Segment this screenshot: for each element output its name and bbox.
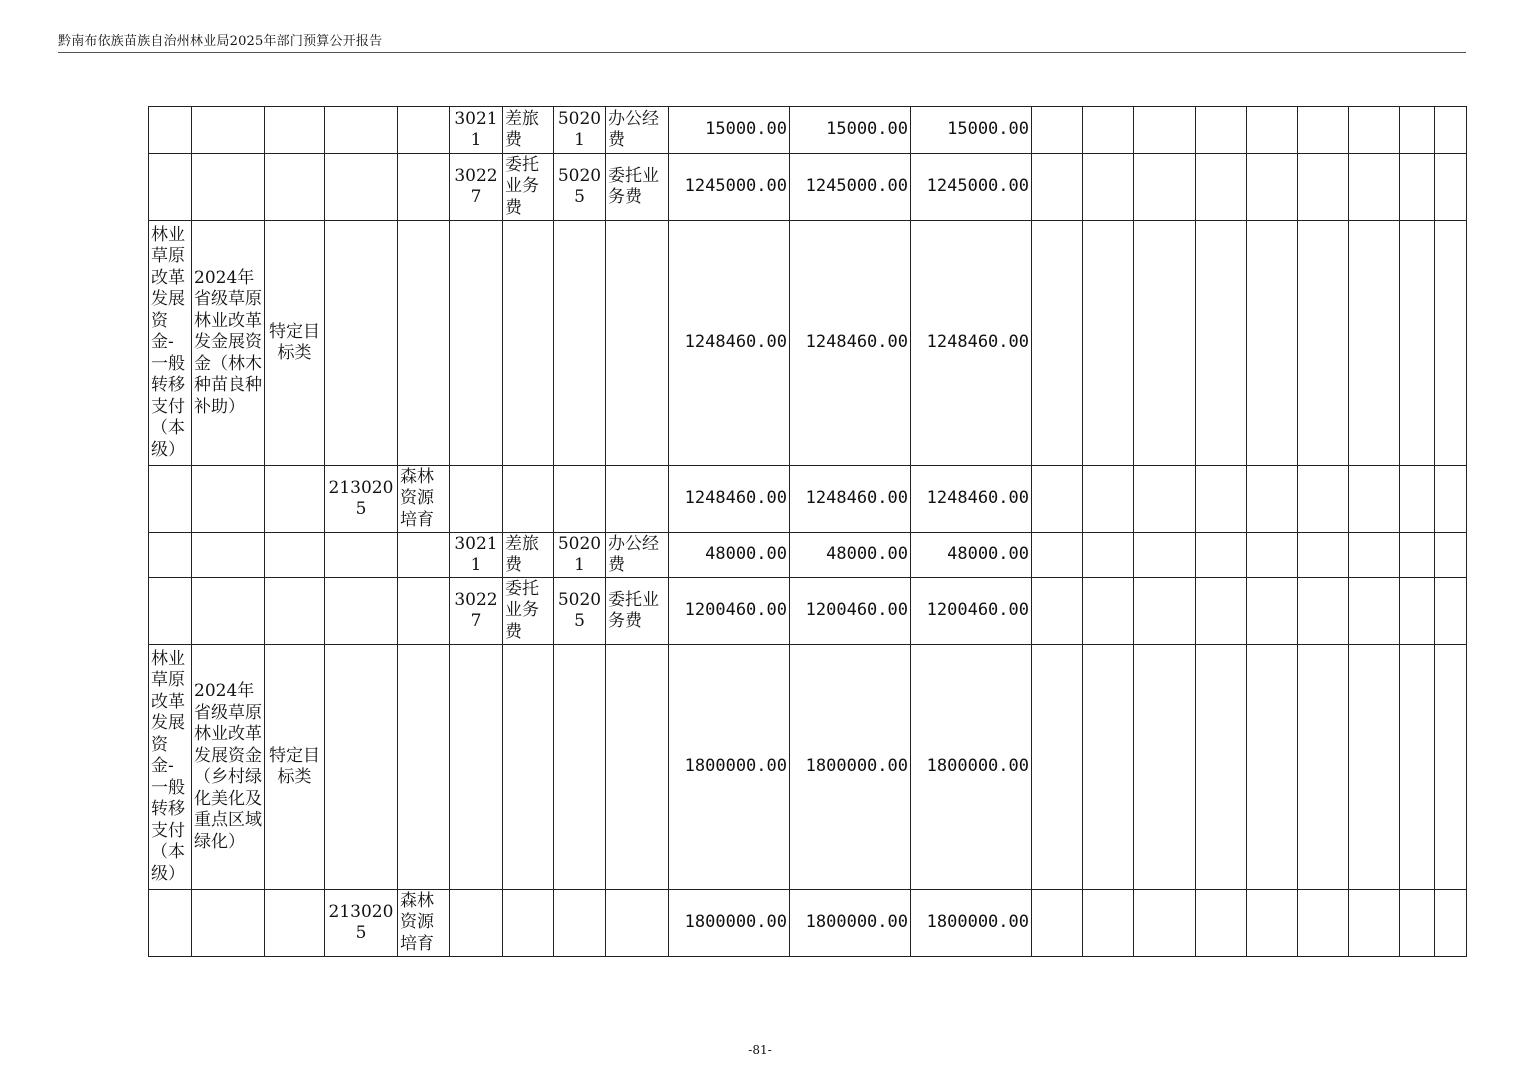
table-row (149, 221, 1467, 466)
cell-empty (1083, 154, 1134, 221)
cell-empty (1247, 466, 1298, 533)
cell-empty (1083, 890, 1134, 957)
cell-empty (1349, 533, 1400, 578)
cell-empty (1247, 890, 1298, 957)
cell-econ-code (450, 890, 503, 957)
cell-empty (1400, 466, 1435, 533)
table-row (149, 107, 1467, 154)
cell-func-code: 2130205 (325, 890, 398, 957)
cell-empty (1134, 533, 1196, 578)
cell-gov-code: 50205 (554, 578, 606, 645)
cell-empty (1032, 890, 1083, 957)
cell-econ-name: 委托业务费 (503, 154, 554, 221)
cell-func-code (325, 645, 398, 890)
cell-amount: 1245000.00 (911, 154, 1032, 221)
cell-item: 2024年省级草原林业改革发金展资金（林木种苗良种补助） (192, 221, 265, 466)
cell-empty (1196, 533, 1247, 578)
cell-project (149, 890, 192, 957)
cell-econ-code: 30211 (450, 533, 503, 578)
cell-gov-name: 办公经费 (606, 107, 669, 154)
cell-empty (1247, 645, 1298, 890)
cell-func-code (325, 154, 398, 221)
cell-empty (1298, 154, 1349, 221)
cell-gov-code: 50205 (554, 154, 606, 221)
cell-gov-code: 50201 (554, 533, 606, 578)
page-number: -81- (748, 1043, 772, 1057)
cell-empty (1196, 578, 1247, 645)
cell-empty (1400, 578, 1435, 645)
cell-empty (1196, 645, 1247, 890)
cell-total: 1245000.00 (669, 154, 790, 221)
cell-empty (1349, 107, 1400, 154)
cell-econ-name: 差旅费 (503, 107, 554, 154)
cell-gov-name (606, 645, 669, 890)
cell-empty (1298, 645, 1349, 890)
cell-empty (1134, 221, 1196, 466)
cell-empty (1247, 578, 1298, 645)
cell-empty (1349, 645, 1400, 890)
cell-func-name (398, 154, 450, 221)
cell-subtotal: 1200460.00 (790, 578, 911, 645)
cell-category (265, 578, 325, 645)
cell-amount: 1248460.00 (911, 221, 1032, 466)
cell-empty (1247, 221, 1298, 466)
cell-category (265, 466, 325, 533)
cell-project (149, 533, 192, 578)
cell-gov-name: 委托业务费 (606, 154, 669, 221)
cell-total: 1200460.00 (669, 578, 790, 645)
cell-empty (1298, 221, 1349, 466)
cell-empty (1400, 890, 1435, 957)
cell-empty (1435, 221, 1467, 466)
cell-category: 特定目标类 (265, 221, 325, 466)
cell-subtotal: 1800000.00 (790, 645, 911, 890)
cell-gov-name (606, 466, 669, 533)
cell-func-code (325, 533, 398, 578)
table-row (149, 154, 1467, 221)
cell-empty (1400, 221, 1435, 466)
cell-subtotal: 1248460.00 (790, 466, 911, 533)
cell-econ-code: 30211 (450, 107, 503, 154)
cell-empty (1196, 466, 1247, 533)
cell-empty (1435, 466, 1467, 533)
cell-econ-code (450, 645, 503, 890)
cell-empty (1083, 645, 1134, 890)
cell-empty (1435, 578, 1467, 645)
cell-empty (1032, 578, 1083, 645)
cell-econ-name (503, 890, 554, 957)
cell-func-name (398, 221, 450, 466)
cell-func-name (398, 645, 450, 890)
cell-empty (1349, 221, 1400, 466)
cell-empty (1032, 154, 1083, 221)
cell-amount: 1248460.00 (911, 466, 1032, 533)
cell-total: 1248460.00 (669, 221, 790, 466)
cell-empty (1435, 890, 1467, 957)
cell-empty (1247, 107, 1298, 154)
cell-empty (1435, 107, 1467, 154)
cell-gov-name: 委托业务费 (606, 578, 669, 645)
cell-func-name (398, 578, 450, 645)
cell-item (192, 578, 265, 645)
cell-empty (1349, 578, 1400, 645)
cell-gov-code (554, 221, 606, 466)
cell-item: 2024年省级草原林业改革发展资金（乡村绿化美化及重点区域绿化） (192, 645, 265, 890)
cell-gov-code (554, 890, 606, 957)
cell-empty (1083, 466, 1134, 533)
cell-empty (1298, 890, 1349, 957)
cell-subtotal: 1800000.00 (790, 890, 911, 957)
cell-empty (1298, 466, 1349, 533)
cell-empty (1349, 890, 1400, 957)
report-header-title: 黔南布依族苗族自治州林业局2025年部门预算公开报告 (58, 34, 383, 49)
cell-amount: 1800000.00 (911, 645, 1032, 890)
cell-empty (1247, 154, 1298, 221)
cell-total: 15000.00 (669, 107, 790, 154)
cell-project (149, 466, 192, 533)
cell-econ-name (503, 466, 554, 533)
cell-empty (1134, 466, 1196, 533)
cell-econ-name (503, 221, 554, 466)
cell-category (265, 533, 325, 578)
cell-econ-name: 委托业务费 (503, 578, 554, 645)
cell-empty (1400, 533, 1435, 578)
cell-empty (1032, 466, 1083, 533)
cell-func-code (325, 221, 398, 466)
cell-subtotal: 1248460.00 (790, 221, 911, 466)
cell-empty (1134, 645, 1196, 890)
header-divider (58, 52, 1466, 53)
cell-category (265, 107, 325, 154)
budget-table (148, 106, 1467, 957)
table-row (149, 645, 1467, 890)
cell-empty (1032, 107, 1083, 154)
cell-item (192, 890, 265, 957)
table-row (149, 890, 1467, 957)
cell-econ-code: 30227 (450, 578, 503, 645)
cell-empty (1400, 154, 1435, 221)
cell-empty (1196, 221, 1247, 466)
cell-func-name (398, 107, 450, 154)
cell-func-code (325, 107, 398, 154)
cell-empty (1134, 107, 1196, 154)
cell-empty (1400, 645, 1435, 890)
cell-gov-code (554, 466, 606, 533)
cell-gov-name (606, 890, 669, 957)
cell-empty (1298, 533, 1349, 578)
cell-gov-name (606, 221, 669, 466)
cell-empty (1298, 578, 1349, 645)
cell-func-code (325, 578, 398, 645)
cell-empty (1134, 578, 1196, 645)
cell-econ-name (503, 645, 554, 890)
cell-category (265, 890, 325, 957)
cell-project (149, 154, 192, 221)
cell-empty (1435, 154, 1467, 221)
cell-empty (1349, 154, 1400, 221)
cell-total: 48000.00 (669, 533, 790, 578)
table-row (149, 466, 1467, 533)
cell-empty (1083, 221, 1134, 466)
cell-empty (1134, 154, 1196, 221)
cell-empty (1196, 154, 1247, 221)
cell-item (192, 466, 265, 533)
cell-func-name: 森林资源培育 (398, 890, 450, 957)
cell-item (192, 533, 265, 578)
cell-total: 1800000.00 (669, 890, 790, 957)
cell-empty (1134, 890, 1196, 957)
cell-econ-code: 30227 (450, 154, 503, 221)
cell-amount: 1200460.00 (911, 578, 1032, 645)
cell-project (149, 107, 192, 154)
cell-empty (1083, 578, 1134, 645)
cell-empty (1032, 533, 1083, 578)
cell-empty (1083, 533, 1134, 578)
cell-empty (1435, 645, 1467, 890)
cell-subtotal: 48000.00 (790, 533, 911, 578)
cell-project: 林业草原改革发展资金-一般转移支付（本级） (149, 221, 192, 466)
cell-empty (1435, 533, 1467, 578)
cell-amount: 1800000.00 (911, 890, 1032, 957)
cell-empty (1196, 107, 1247, 154)
cell-func-code: 2130205 (325, 466, 398, 533)
cell-func-name: 森林资源培育 (398, 466, 450, 533)
cell-total: 1800000.00 (669, 645, 790, 890)
cell-empty (1083, 107, 1134, 154)
cell-gov-name: 办公经费 (606, 533, 669, 578)
cell-empty (1298, 107, 1349, 154)
cell-empty (1196, 890, 1247, 957)
table-row (149, 578, 1467, 645)
cell-category: 特定目标类 (265, 645, 325, 890)
cell-econ-code (450, 221, 503, 466)
cell-gov-code (554, 645, 606, 890)
cell-empty (1032, 221, 1083, 466)
cell-empty (1032, 645, 1083, 890)
cell-amount: 15000.00 (911, 107, 1032, 154)
cell-empty (1349, 466, 1400, 533)
cell-item (192, 107, 265, 154)
cell-func-name (398, 533, 450, 578)
cell-empty (1247, 533, 1298, 578)
cell-project (149, 578, 192, 645)
cell-gov-code: 50201 (554, 107, 606, 154)
cell-subtotal: 1245000.00 (790, 154, 911, 221)
cell-empty (1400, 107, 1435, 154)
table-row (149, 533, 1467, 578)
cell-category (265, 154, 325, 221)
cell-amount: 48000.00 (911, 533, 1032, 578)
cell-total: 1248460.00 (669, 466, 790, 533)
cell-item (192, 154, 265, 221)
cell-project: 林业草原改革发展资金-一般转移支付（本级） (149, 645, 192, 890)
cell-econ-code (450, 466, 503, 533)
cell-subtotal: 15000.00 (790, 107, 911, 154)
cell-econ-name: 差旅费 (503, 533, 554, 578)
